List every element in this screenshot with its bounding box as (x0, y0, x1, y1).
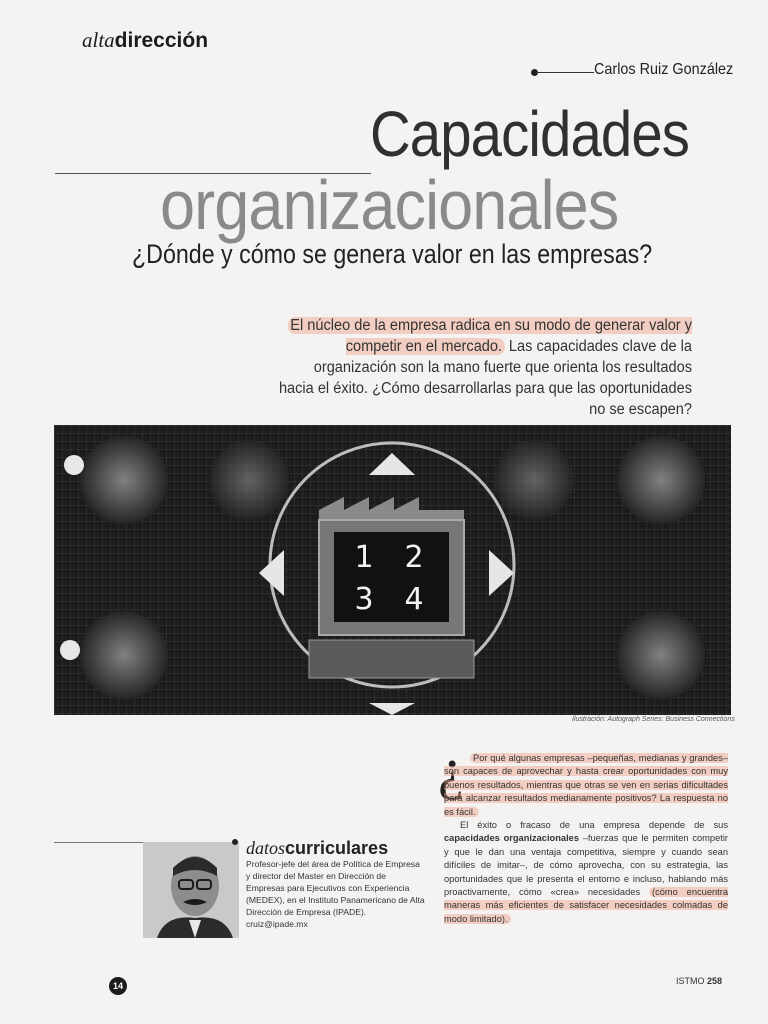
screen-number-2: 2 (404, 540, 424, 575)
title-line-2: organizacionales (160, 166, 619, 244)
globe-mid-left (209, 440, 289, 520)
bio-bullet (232, 839, 238, 845)
intro-highlight: El núcleo de la empresa radica en su modo de generar valor y competir en el mercado. (287, 317, 692, 355)
illustration-credit: Ilustración: Autograph Series: Business Connections (572, 716, 735, 723)
globe-top-right (617, 436, 705, 524)
illustration (54, 425, 731, 715)
bio-text (246, 858, 426, 930)
intro-rest: Las capacidades clave de la organización son la mano fuerte que orienta los resultados hacia el éxito. ¿Cómo desarrollarlas para que las oportunidades no se escapen? (278, 338, 692, 418)
author-photo (143, 842, 239, 938)
paragraph-2-mid: –fuerzas que le permiten competir y que le dan una ventaja competitiva, siempre y cuando sean difíciles de imitar–, de cómo aprovecha, con su estrategia, las oportunidades que le presenta el entorno e incluso, hablando más proactivamente, cómo «crea» necesidades (444, 833, 728, 898)
bio-description: Profesor-jefe del área de Política de Empresa y director del Master en Dirección de Empresas para Ejecutivos con Experiencia (MEDEX), en el Instituto Panamericano de Alta Dirección de Empresa (IPADE). (246, 859, 425, 917)
computer-screen (334, 532, 449, 622)
magazine-name: ISTMO (676, 976, 705, 986)
paragraph-2-start: El éxito o fracaso de una empresa depende de sus (460, 820, 728, 831)
globe-mid-right (494, 440, 574, 520)
paragraph-2 (444, 819, 728, 926)
paragraph-1-text: Por qué algunas empresas –pequeñas, medianas y grandes– son capaces de aprovechar y hasta crear oportunidades con muy buenos resultados, mientras que otras se ven en serias dificultades para alcanzar resultados medianamente positivos? La respuesta no es fácil. (444, 753, 728, 817)
screen-number-4: 4 (404, 582, 424, 617)
section-tag (82, 28, 208, 53)
screen-number-1: 1 (354, 540, 374, 575)
section-prefix: alta (82, 28, 115, 52)
page-number: 14 (109, 977, 127, 995)
pushpin-bottom (60, 640, 80, 660)
paragraph-1 (444, 752, 728, 819)
paragraph-2-bold: capacidades organizacionales (444, 833, 579, 844)
body-text (444, 752, 728, 926)
globe-bottom-right (617, 611, 705, 699)
illustration-graphic (54, 425, 731, 715)
bio-heading (246, 838, 388, 859)
title-line-1: Capacidades (370, 98, 690, 170)
author-name: Carlos Ruiz González (594, 61, 734, 78)
issue-number: 258 (707, 976, 723, 986)
subtitle: ¿Dónde y cómo se genera valor en las empresas? (132, 239, 653, 269)
section-name: dirección (114, 29, 209, 52)
paragraph-2-end: (cómo encuentra maneras más eficientes de satisfacer necesidades colmadas de modo limitado). (444, 887, 729, 924)
pushpin-top (64, 455, 84, 475)
intro-paragraph (278, 315, 692, 420)
screen-number-3: 3 (354, 582, 374, 617)
drop-cap: ¿ (438, 736, 464, 801)
author-rule (536, 72, 594, 73)
computer-keyboard (309, 640, 474, 678)
globe-top-left (80, 436, 168, 524)
bio-email[interactable]: cruiz@ipade.mx (246, 919, 308, 929)
author-portrait (143, 842, 239, 938)
bio-heading-main: curriculares (285, 838, 389, 858)
globe-bottom-left (80, 611, 168, 699)
bio-heading-prefix: datos (246, 838, 286, 858)
magazine-footer (676, 976, 722, 986)
